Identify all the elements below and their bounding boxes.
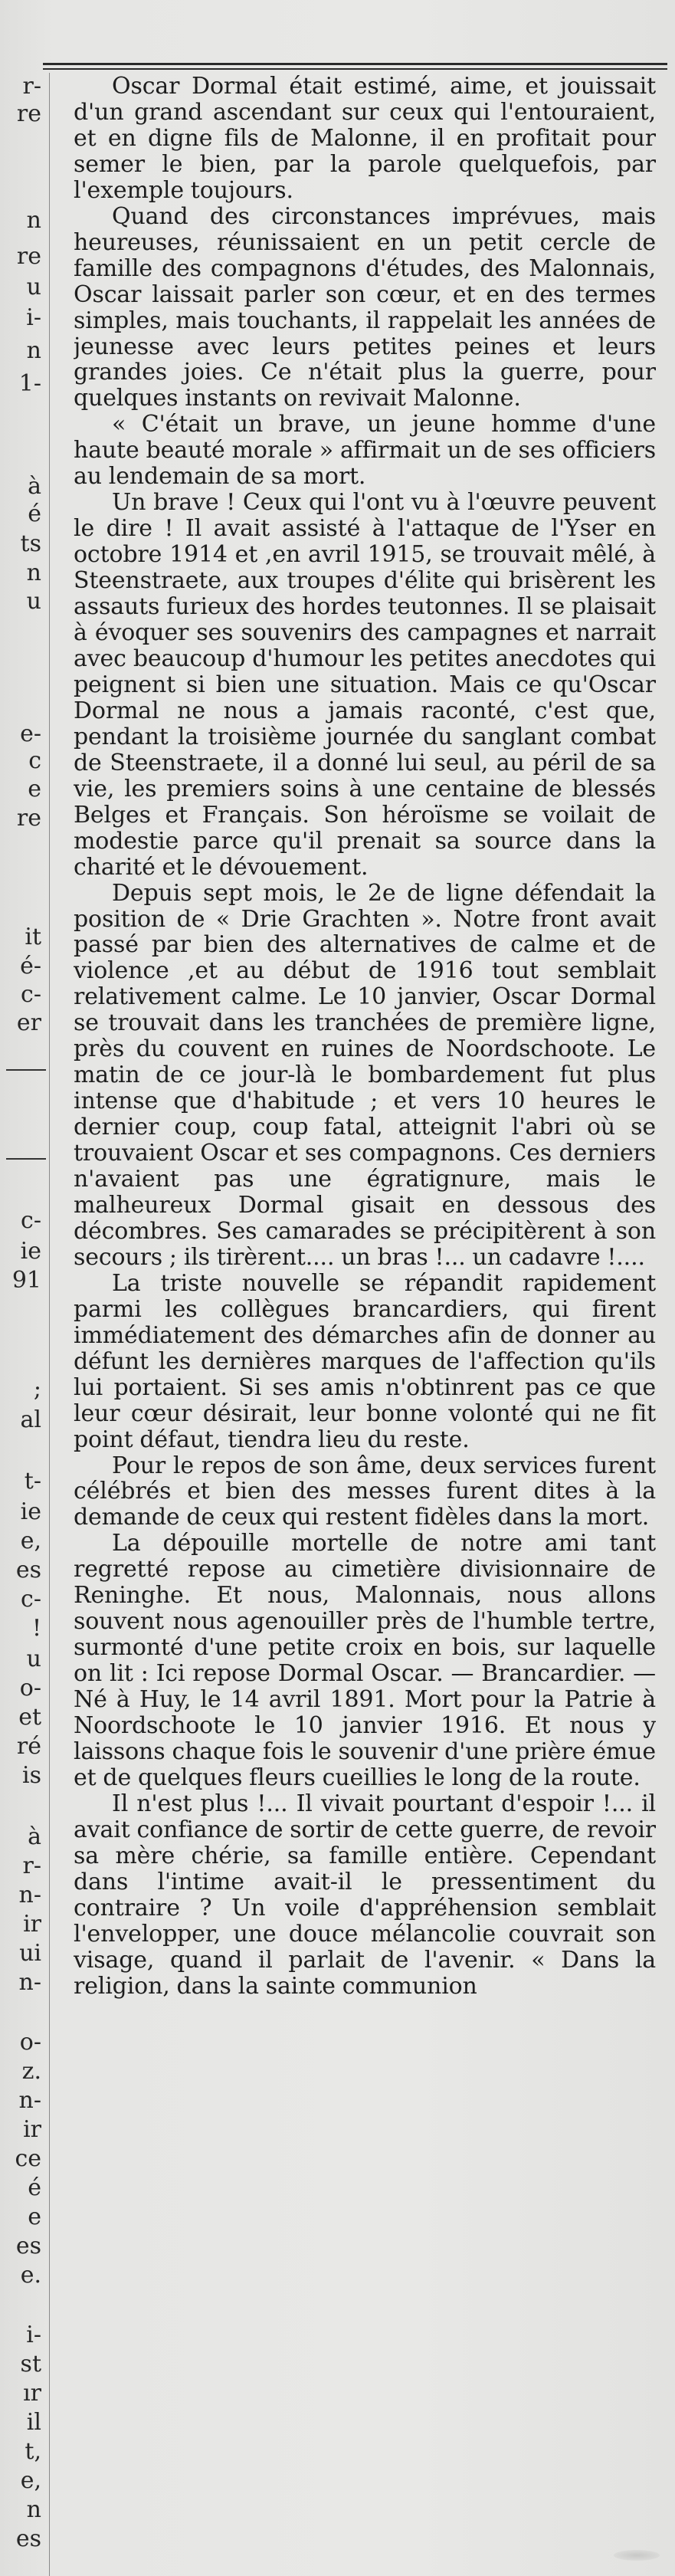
adjacent-column-line-fragment: à (28, 473, 41, 500)
adjacent-column-line-fragment: c- (21, 1586, 41, 1613)
adjacent-column-line-fragment: 91 (11, 1267, 41, 1294)
article-paragraph: Pour le repos de son âme, deux services furent célébrés et bien des messes furent dites à la demande de ceux qui restent fidèles dans la mort. (74, 1452, 656, 1531)
adjacent-column-line-fragment: re (16, 805, 41, 832)
adjacent-column-line-fragment: ie (20, 1498, 41, 1525)
adjacent-column-line-fragment: é (28, 500, 41, 527)
article-paragraph: Un brave ! Ceux qui l'ont vu à l'œuvre peuvent le dire ! Il avait assisté à l'attaque de l'Yser en octobre 1914 et ,en avril 1915, se trouvait mêlé, à Steenstraete, aux troupes d'élite qui brisèrent les assauts furieux des hordes teutonnes. Il se plaisait à évoquer ses souvenirs des campagnes et narrait avec beaucoup d'humour les petites anecdotes qui peignent si bien une situation. Mais ce qu'Oscar Dormal ne nous a jamais raconté, c'est que, pendant la troisième journée du sanglant combat de Steenstraete, il a donné lui seul, au péril de sa vie, les premiers soins à une centaine de blessés Belges et Français. Son héroïsme se voilait de modestie parce qu'il prenait sa source dans la charité et le dévouement. (74, 489, 656, 881)
adjacent-column-line-fragment: u (26, 274, 41, 300)
article-paragraph: La triste nouvelle se répandit rapidement parmi les collègues brancardiers, qui firent immédiatement des démarches afin de donner au défunt les dernières marques de l'affection qu'ils lui portaient. Si ses amis n'obtinrent pas ce que leur cœur désirait, leur bonne volonté qui ne fit point défaut, tiendra lieu du reste. (74, 1269, 656, 1453)
article-paragraph: Depuis sept mois, le 2e de ligne défendait la position de « Drie Grachten ». Notre front avait passé par bien des alternatives de calme et de violence ,et au début de 1916 tout semblait relativement calme. Le 10 janvier, Oscar Dormal se trouvait dans les tranchées de première ligne, près du couvent en ruines de Noordschoote. Le matin de ce jour-là le bombardement fut plus intense que d'habitude ; et vers 10 heures le dernier coup, coup fatal, atteignit l'abri où se trouvaient Oscar et ses compagnons. Ces derniers n'avaient pas une égratignure, mais le malheureux Dormal gisait en dessous des décombres. Ses camarades se précipitèrent à son secours ; ils tirèrent.... un bras !... un cadavre !.... (74, 879, 656, 1271)
adjacent-column-line-fragment: r- (22, 1852, 41, 1879)
adjacent-column-fragment (0, 73, 46, 2576)
adjacent-column-line-fragment: es (15, 2233, 41, 2259)
adjacent-column-line-fragment: ui (19, 1940, 41, 1967)
adjacent-column-line-fragment: u (26, 1646, 41, 1672)
adjacent-column-line-fragment: z. (21, 2058, 41, 2085)
adjacent-column-line-fragment: ts (20, 530, 41, 557)
column-separator-rule (6, 1069, 46, 1071)
adjacent-column-line-fragment: n (26, 560, 41, 586)
adjacent-column-line-fragment: re (16, 100, 41, 127)
article-paragraph: Oscar Dormal était estimé, aime, et jouissait d'un grand ascendant sur ceux qui l'entouraient, et en digne fils de Malonne, il en profitait pour semer le bien, par la parole quelquefois, par l'exemple toujours. (74, 74, 656, 204)
adjacent-column-line-fragment: es (15, 1557, 41, 1583)
top-rule-thin (43, 68, 667, 70)
article-paragraph: Quand des circonstances imprévues, mais heureuses, réunissaient en un petit cercle de famille des compagnons d'études, des Malonnais, Oscar laissait parler son cœur, et en des termes simples, mais touchants, il rappelait les années de jeunesse avec leurs petites peines et leurs grandes joies. Ce n'était plus la guerre, pour quelques instants on revivait Malonne. (74, 202, 656, 412)
adjacent-column-line-fragment: 1- (18, 370, 41, 397)
article-column (74, 74, 656, 2565)
adjacent-column-line-fragment: il (26, 2409, 41, 2436)
adjacent-column-line-fragment: n (26, 207, 41, 234)
print-smudge (614, 2550, 660, 2561)
article-paragraph: Il n'est plus !... Il vivait pourtant d'espoir !... il avait confiance de sortir de cette guerre, de revoir sa mère chérie, sa famille entière. Cependant dans l'intime avait-il le pressentiment du contraire ? Un voile d'appréhension semblait l'envelopper, une douce mélancolie couvrait son visage, quand il parlait de l'avenir. « Dans la religion, dans la sainte communion (74, 1790, 656, 2000)
adjacent-column-line-fragment: er (16, 1009, 41, 1036)
adjacent-column-line-fragment: re (16, 243, 41, 270)
adjacent-column-line-fragment: ! (31, 1615, 41, 1642)
adjacent-column-line-fragment: n (26, 2496, 41, 2523)
adjacent-column-line-fragment: o- (19, 1675, 41, 1701)
adjacent-column-line-fragment: i- (26, 304, 41, 331)
adjacent-column-line-fragment: ce (15, 2145, 41, 2172)
adjacent-column-line-fragment: c- (21, 1207, 41, 1234)
adjacent-column-line-fragment: é- (20, 953, 41, 980)
adjacent-column-line-fragment: à (28, 1823, 41, 1850)
adjacent-column-line-fragment: n- (18, 2087, 41, 2114)
adjacent-column-line-fragment: n (26, 337, 41, 364)
column-separator-rule (6, 1158, 46, 1160)
column-divider (49, 73, 50, 2576)
adjacent-column-line-fragment: e, (20, 1528, 41, 1554)
adjacent-column-line-fragment: e- (20, 720, 41, 747)
adjacent-column-line-fragment: é (28, 2174, 41, 2201)
adjacent-column-line-fragment: is (22, 1762, 41, 1789)
adjacent-column-line-fragment: t- (24, 1468, 41, 1495)
adjacent-column-line-fragment: u (26, 588, 41, 615)
adjacent-column-line-fragment: it (25, 924, 41, 950)
adjacent-column-line-fragment: c (28, 747, 41, 774)
adjacent-column-line-fragment: ; (33, 1376, 41, 1403)
adjacent-column-line-fragment: ir (23, 1911, 41, 1938)
top-rule-thick (43, 63, 667, 65)
adjacent-column-line-fragment: r- (22, 73, 41, 100)
adjacent-column-line-fragment: ır (23, 2380, 41, 2407)
adjacent-column-line-fragment: n- (18, 1882, 41, 1908)
adjacent-column-line-fragment: e. (20, 2262, 41, 2289)
adjacent-column-line-fragment: e (28, 2204, 41, 2230)
adjacent-column-line-fragment: et (18, 1704, 41, 1731)
adjacent-column-line-fragment: ie (20, 1238, 41, 1265)
article-paragraph: La dépouille mortelle de notre ami tant regretté repose au cimetière divisionnaire de Reninghe. Et nous, Malonnais, nous allons souvent nous agenouiller près de l'humble tertre, surmonté d'une petite croix en bois, sur laquelle on lit : Ici repose Dormal Oscar. — Brancardier. — Né à Huy, le 14 avril 1891. Mort pour la Patrie à Noordschoote le 10 janvier 1916. Et nous y laissons chaque fois le souvenir d'une prière émue et de quelques fleurs cueillies le long de la route. (74, 1530, 656, 1791)
adjacent-column-line-fragment: c- (21, 981, 41, 1008)
adjacent-column-line-fragment: e, (20, 2467, 41, 2494)
adjacent-column-line-fragment: i- (26, 2322, 41, 2348)
adjacent-column-line-fragment: e (28, 776, 41, 802)
adjacent-column-line-fragment: al (20, 1406, 41, 1433)
adjacent-column-line-fragment: es (15, 2525, 41, 2552)
adjacent-column-line-fragment: ré (16, 1733, 41, 1760)
adjacent-column-line-fragment: ir (23, 2116, 41, 2143)
adjacent-column-line-fragment: st (20, 2351, 41, 2377)
adjacent-column-line-fragment: o- (19, 2029, 41, 2056)
adjacent-column-line-fragment: t, (25, 2438, 41, 2465)
adjacent-column-line-fragment: n- (18, 1969, 41, 1996)
article-paragraph: « C'était un brave, un jeune homme d'une haute beauté morale » affirmait un de ses officiers au lendemain de sa mort. (74, 411, 656, 491)
